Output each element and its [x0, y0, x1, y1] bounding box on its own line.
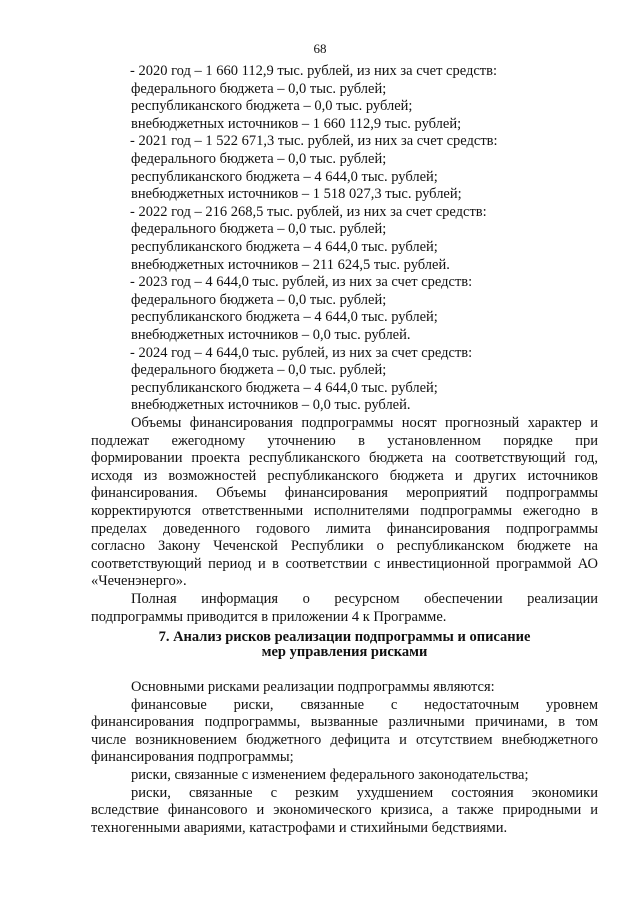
paragraph-line: Полная информация о ресурсном обеспечении реализации: [131, 591, 598, 607]
funding-schedule: [91, 63, 598, 415]
funding-line: внебюджетных источников – 1 518 027,3 тыс. рублей;: [131, 186, 462, 203]
funding-line: федерального бюджета – 0,0 тыс. рублей;: [131, 80, 387, 97]
funding-line: - 2023 год – 4 644,0 тыс. рублей, из них за счет средств:: [130, 274, 473, 291]
paragraph-line: соответствующий период и в соответствии с инвестиционной программой АО: [91, 555, 598, 572]
funding-line: внебюджетных источников – 1 660 112,9 тыс. рублей;: [131, 115, 462, 132]
page-number: 68: [313, 41, 327, 56]
paragraph-line: подпрограммы приводится в приложении 4 к Программе.: [91, 608, 447, 625]
heading-line: мер управления рисками: [261, 644, 428, 660]
paragraph-line: корректируются ответственными исполнителями подпрограммы ежегодно в: [91, 502, 598, 519]
section-heading: [91, 630, 598, 660]
funding-line: федерального бюджета – 0,0 тыс. рублей;: [131, 150, 387, 167]
funding-line: республиканского бюджета – 4 644,0 тыс. рублей;: [131, 379, 438, 396]
paragraph-line: Объемы финансирования подпрограммы носят прогнозный характер и: [131, 415, 598, 431]
paragraph-line: числе возникновением бюджетного дефицита и отсутствием внебюджетного: [91, 731, 598, 748]
paragraph-line: пределах доведенного годового лимита финансирования подпрограммы: [91, 520, 598, 537]
paragraph-line: исходя из возможностей республиканского бюджета и других источников: [91, 467, 598, 484]
funding-line: республиканского бюджета – 0,0 тыс. рублей;: [131, 98, 413, 115]
paragraph-line: техногенными авариями, катастрофами и стихийными бедствиями.: [91, 819, 508, 836]
paragraph-line: финансирования подпрограммы;: [91, 749, 294, 766]
paragraph-line: согласно Закону Чеченской Республики о республиканском бюджете на: [91, 538, 598, 555]
risks-intro: Основными рисками реализации подпрограммы являются:: [131, 679, 495, 695]
risks-section: [91, 679, 598, 837]
funding-line: республиканского бюджета – 4 644,0 тыс. рублей;: [131, 309, 438, 326]
paragraph-line: подлежат ежегодному уточнению в установленном порядке при: [91, 432, 598, 449]
paragraph-line: финансирования. Объемы финансирования мероприятий подпрограммы: [91, 485, 598, 502]
funding-line: республиканского бюджета – 4 644,0 тыс. рублей;: [131, 168, 438, 185]
financing-paragraph: [91, 415, 598, 591]
funding-line: федерального бюджета – 0,0 тыс. рублей;: [131, 362, 387, 379]
paragraph-line: «Чеченэнерго».: [91, 573, 187, 590]
funding-line: внебюджетных источников – 0,0 тыс. рублей.: [131, 326, 411, 343]
paragraph-line: финансовые риски, связанные с недостаточным уровнем: [131, 696, 598, 713]
funding-line: - 2024 год – 4 644,0 тыс. рублей, из них за счет средств:: [130, 344, 473, 361]
funding-line: - 2022 год – 216 268,5 тыс. рублей, из них за счет средств:: [130, 203, 487, 220]
funding-line: федерального бюджета – 0,0 тыс. рублей;: [131, 221, 387, 238]
risk-item: риски, связанные с изменением федерального законодательства;: [131, 766, 529, 783]
heading-line: 7. Анализ рисков реализации подпрограммы и описание: [158, 629, 531, 645]
resource-info-paragraph: [91, 591, 598, 626]
paragraph-line: формировании проекта республиканского бюджета на соответствующий год,: [91, 450, 598, 467]
funding-line: федерального бюджета – 0,0 тыс. рублей;: [131, 291, 387, 308]
funding-line: - 2021 год – 1 522 671,3 тыс. рублей, из них за счет средств:: [130, 133, 498, 150]
funding-line: внебюджетных источников – 0,0 тыс. рублей.: [131, 397, 411, 414]
paragraph-line: вследствие финансового и экономического кризиса, а также природными и: [91, 802, 598, 819]
funding-line: - 2020 год – 1 660 112,9 тыс. рублей, из них за счет средств:: [130, 63, 498, 79]
paragraph-line: финансирования подпрограммы, вызванные различными причинами, в том: [91, 714, 598, 731]
funding-line: республиканского бюджета – 4 644,0 тыс. рублей;: [131, 238, 438, 255]
funding-line: внебюджетных источников – 211 624,5 тыс. рублей.: [131, 256, 450, 273]
paragraph-line: риски, связанные с резким ухудшением состояния экономики: [131, 784, 598, 801]
